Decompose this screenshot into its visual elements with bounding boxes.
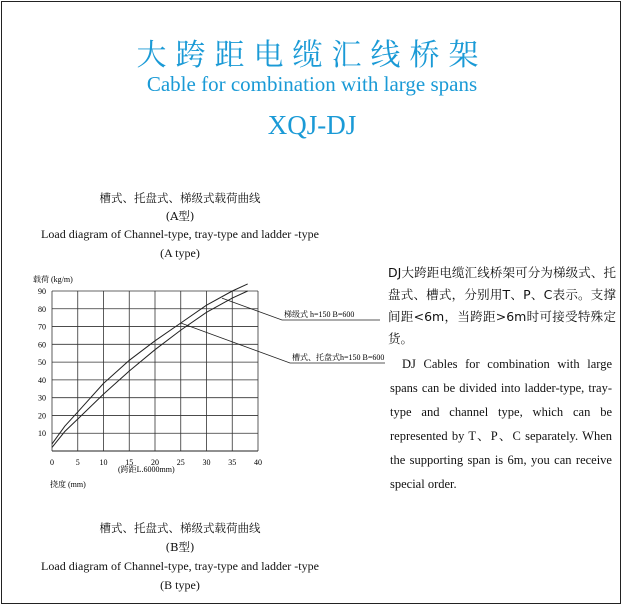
- series-line-ladder: [52, 284, 248, 444]
- x-tick-label: 15: [125, 458, 134, 467]
- y-tick-label: 80: [38, 304, 46, 314]
- x-tick-label: 0: [50, 458, 54, 467]
- legend-ladder: 梯级式 h=150 B=600: [284, 310, 355, 319]
- span-note: (跨距L.6000mm): [118, 465, 175, 474]
- load-chart: [0, 262, 385, 497]
- x-tick-label: 25: [176, 458, 185, 467]
- model-code: XQJ-DJ: [267, 110, 357, 140]
- x-tick-label: 5: [75, 458, 80, 467]
- y-tick-label: 50: [38, 358, 46, 368]
- description-cn: DJ大跨距电缆汇线桥架可分为梯级式、托盘式、槽式，分别用T、P、C表示。支撑间距<6m，当跨距>6m时可接受特殊定货。: [388, 265, 616, 346]
- y-tick-label: 20: [38, 411, 46, 421]
- section-a-type-en: (A type): [160, 246, 200, 260]
- x-tick-label: 10: [99, 458, 108, 467]
- y-tick-label: 90: [38, 287, 46, 296]
- x-tick-label: 35: [228, 458, 237, 467]
- title-english: Cable for combination with large spans: [146, 72, 478, 96]
- section-a-title-en: Load diagram of Channel-type, tray-type and ladder -type: [41, 227, 319, 241]
- x-tick-label: 20: [151, 458, 159, 467]
- section-b-type-en: (B type): [160, 578, 200, 592]
- y-tick-label: 40: [38, 375, 46, 385]
- x-tick-label: 30: [202, 458, 211, 467]
- y-tick-labels: [38, 287, 46, 438]
- section-a-title-cn: 槽式、托盘式、梯级式载荷曲线: [99, 191, 261, 205]
- x-axis-label: 挠度 (mm): [50, 480, 86, 489]
- legend-channel-tray: 槽式、托盘式h=150 B=600: [292, 353, 385, 362]
- y-tick-label: 70: [38, 322, 46, 332]
- title-chinese: 大跨距电缆汇线桥架: [136, 38, 488, 73]
- x-tick-label: 40: [254, 458, 262, 467]
- chart-grid: [52, 291, 258, 451]
- y-tick-label: 60: [38, 340, 46, 350]
- y-tick-label: 30: [38, 393, 46, 403]
- y-axis-label: 载荷 (kg/m): [33, 275, 73, 284]
- y-tick-label: 10: [38, 429, 46, 439]
- section-b-type-cn: (B型): [165, 540, 195, 554]
- series-line-channel-tray: [52, 291, 248, 447]
- section-a-type-cn: (A型): [165, 209, 195, 223]
- description-en: DJ Cables for combination with large spans can be divided into ladder-type, tray-type and channel type, which can be represented by T、P、C separately. When the supporting span is 6m, you can receive special order.: [390, 357, 612, 491]
- section-b-title-en: Load diagram of Channel-type, tray-type and ladder -type: [41, 559, 319, 573]
- section-b-title-cn: 槽式、托盘式、梯级式载荷曲线: [99, 521, 261, 535]
